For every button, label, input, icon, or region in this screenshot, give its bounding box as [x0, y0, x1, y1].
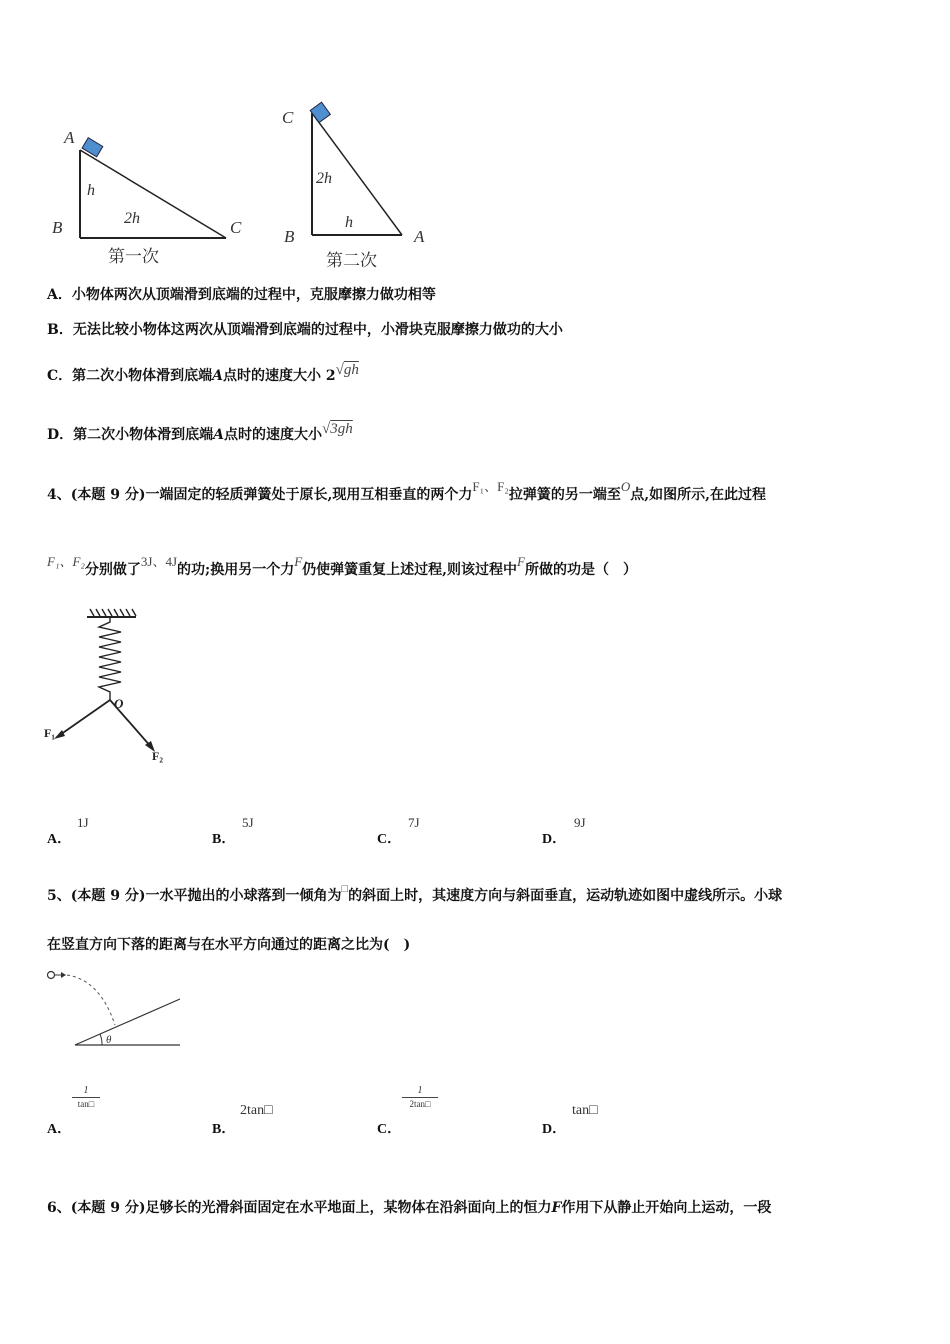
spring-figure [40, 600, 200, 780]
q4-option-c-value: 7J [408, 815, 420, 830]
q4-text: 仍使弹簧重复上述过程,则该过程中 [302, 562, 518, 578]
q5-text: 5、(本题 9 分)一水平抛出的小球落到一倾角为 [47, 888, 342, 904]
label-theta: θ [106, 1034, 112, 1046]
label-B: B [284, 227, 295, 246]
q5-text: 的斜面上时，其速度方向与斜面垂直，运动轨迹如图中虚线所示。小球 [348, 888, 783, 904]
q5-option-a: A． [47, 1122, 72, 1137]
q4-text: 所做的功是（ ） [525, 562, 637, 578]
q4-option-b: B． [212, 832, 236, 847]
label-A: A [64, 128, 75, 147]
q4-point-o: O [620, 479, 631, 494]
label-C: C [282, 108, 294, 127]
q3-option-c-text2: 点时的速度大小 2 [223, 368, 336, 384]
q4-line-1 [47, 479, 767, 505]
q4-force-f: F [294, 554, 303, 569]
q6-text: 作用下从静止开始向上运动，一段 [561, 1200, 772, 1216]
q5-option-d-value: tan□ [572, 1103, 598, 1118]
spring-icon [99, 617, 121, 700]
q4-text: 分别做了 [84, 562, 141, 578]
q5-line-2: 在竖直方向下落的距离与在水平方向通过的距离之比为( ) [47, 937, 411, 953]
label-B: B [52, 218, 63, 237]
label-A: A [414, 227, 425, 246]
sqrt-3gh: √3gh [322, 421, 353, 437]
label-C: C [230, 218, 242, 237]
q3-option-c [47, 362, 359, 386]
q4-option-d: D． [542, 832, 567, 847]
trajectory [67, 975, 115, 1025]
q5-option-c-value [402, 1085, 438, 1109]
q3-option-d-point: A [213, 427, 225, 443]
label-2h: 2h [124, 210, 140, 227]
label-f2: F₂ [152, 749, 163, 763]
label-o: O [114, 696, 124, 711]
q4-text: 点,如图所示,在此过程 [630, 487, 767, 503]
q3-option-d-text: D．第二次小物体滑到底端 [47, 427, 214, 443]
q4-option-a: A． [47, 832, 72, 847]
q6-force-f: F [551, 1200, 562, 1216]
q5-option-a-value [72, 1085, 100, 1109]
q5-theta: □ [341, 883, 349, 895]
q3-option-d-text2: 点时的速度大小 [224, 427, 323, 443]
q3-option-d [47, 421, 353, 445]
fraction-denominator: tan□ [77, 1099, 95, 1109]
q4-force-f: F [517, 554, 525, 569]
ball-icon [48, 972, 55, 979]
incline-figure [40, 95, 440, 275]
q4-option-b-value: 5J [242, 815, 254, 830]
label-2h: 2h [316, 170, 332, 187]
projectile-figure [40, 965, 190, 1055]
caption-second: 第二次 [326, 251, 377, 270]
label-h: h [345, 214, 353, 231]
q3-option-c-point: A [212, 368, 224, 384]
q5-option-d: D． [542, 1122, 567, 1137]
q3-option-c-text: C．第二次小物体滑到底端 [47, 368, 213, 384]
second-incline [282, 102, 425, 270]
q5-option-b-value: 2tan□ [240, 1103, 273, 1118]
q5-option-c: C． [377, 1122, 402, 1137]
q4-work: 3J、4J [140, 554, 178, 569]
q4-forces: F₁、F₂ [472, 479, 509, 494]
label-h: h [87, 182, 95, 199]
q4-text: 拉弹簧的另一端至 [508, 487, 621, 503]
sqrt-gh: √gh [335, 362, 359, 378]
label-f1: F₁ [44, 726, 55, 740]
q4-text: 4、(本题 9 分)一端固定的轻质弹簧处于原长,现用互相垂直的两个力 [47, 487, 473, 503]
fraction-numerator: 1 [83, 1085, 89, 1096]
q5-line-1 [47, 883, 783, 907]
q4-option-c: C． [377, 832, 402, 847]
q4-option-d-value: 9J [574, 815, 586, 830]
q4-forces: F₁、F₂ [47, 554, 85, 569]
q5-option-b: B． [212, 1122, 236, 1137]
q3-option-b: B．无法比较小物体这两次从顶端滑到底端的过程中，小滑块克服摩擦力做功的大小 [47, 322, 563, 338]
fraction-denominator: 2tan□ [409, 1099, 431, 1109]
fraction-numerator: 1 [417, 1085, 423, 1096]
q6-line-1 [47, 1198, 771, 1218]
q6-text: 6、(本题 9 分)足够长的光滑斜面固定在水平地面上，某物体在沿斜面向上的恒力 [47, 1200, 552, 1216]
first-incline [52, 128, 242, 266]
block-icon [310, 102, 330, 122]
q3-option-a: A．小物体两次从顶端滑到底端的过程中，克服摩擦力做功相等 [47, 287, 436, 303]
q4-option-a-value: 1J [77, 815, 89, 830]
q4-text: 的功;换用另一个力 [177, 562, 295, 578]
caption-first: 第一次 [108, 247, 159, 266]
q4-line-2 [47, 554, 637, 580]
